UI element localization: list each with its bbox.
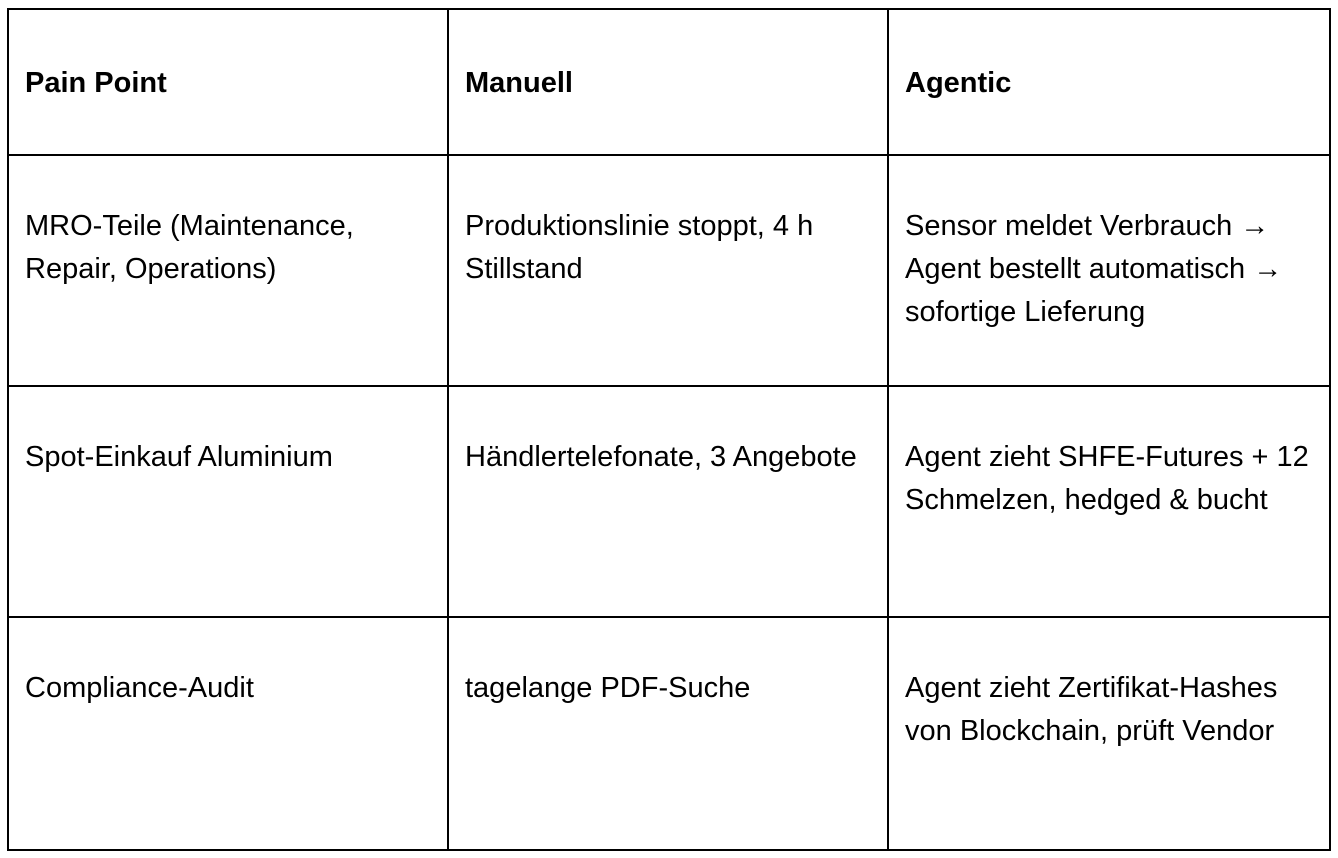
cell-manuell bbox=[448, 155, 888, 386]
cell-text: Produktionslinie stoppt, 4 h Stillstand bbox=[465, 210, 814, 285]
header-label: Agentic bbox=[905, 67, 1012, 99]
table-row bbox=[8, 617, 1330, 850]
cell-pain-point bbox=[8, 386, 448, 617]
cell-manuell bbox=[448, 386, 888, 617]
header-label: Manuell bbox=[465, 67, 573, 99]
header-label: Pain Point bbox=[25, 67, 167, 99]
cell-text: Agent zieht SHFE-Futures + 12 Schmelzen, hedged & bucht bbox=[905, 441, 1309, 516]
table-header-row bbox=[8, 9, 1330, 155]
comparison-table bbox=[7, 8, 1331, 851]
cell-text: Agent zieht Zertifikat-Hashes von Blockchain, prüft Vendor bbox=[905, 672, 1278, 747]
cell-pain-point bbox=[8, 155, 448, 386]
cell-text: tagelange PDF-Suche bbox=[465, 672, 751, 704]
header-manuell bbox=[448, 9, 888, 155]
header-pain-point bbox=[8, 9, 448, 155]
cell-agentic bbox=[888, 617, 1330, 850]
cell-agentic bbox=[888, 155, 1330, 386]
cell-pain-point bbox=[8, 617, 448, 850]
cell-text: Händlertelefonate, 3 Angebote bbox=[465, 441, 857, 473]
cell-agentic bbox=[888, 386, 1330, 617]
header-agentic bbox=[888, 9, 1330, 155]
cell-text: Compliance-Audit bbox=[25, 672, 254, 704]
table-row bbox=[8, 155, 1330, 386]
cell-text: Spot-Einkauf Aluminium bbox=[25, 441, 333, 473]
table-row bbox=[8, 386, 1330, 617]
cell-text: MRO-Teile (Maintenance, Repair, Operations) bbox=[25, 210, 354, 285]
cell-manuell bbox=[448, 617, 888, 850]
cell-text: Sensor meldet Verbrauch → Agent bestellt automatisch → sofortige Lieferung bbox=[905, 210, 1283, 328]
